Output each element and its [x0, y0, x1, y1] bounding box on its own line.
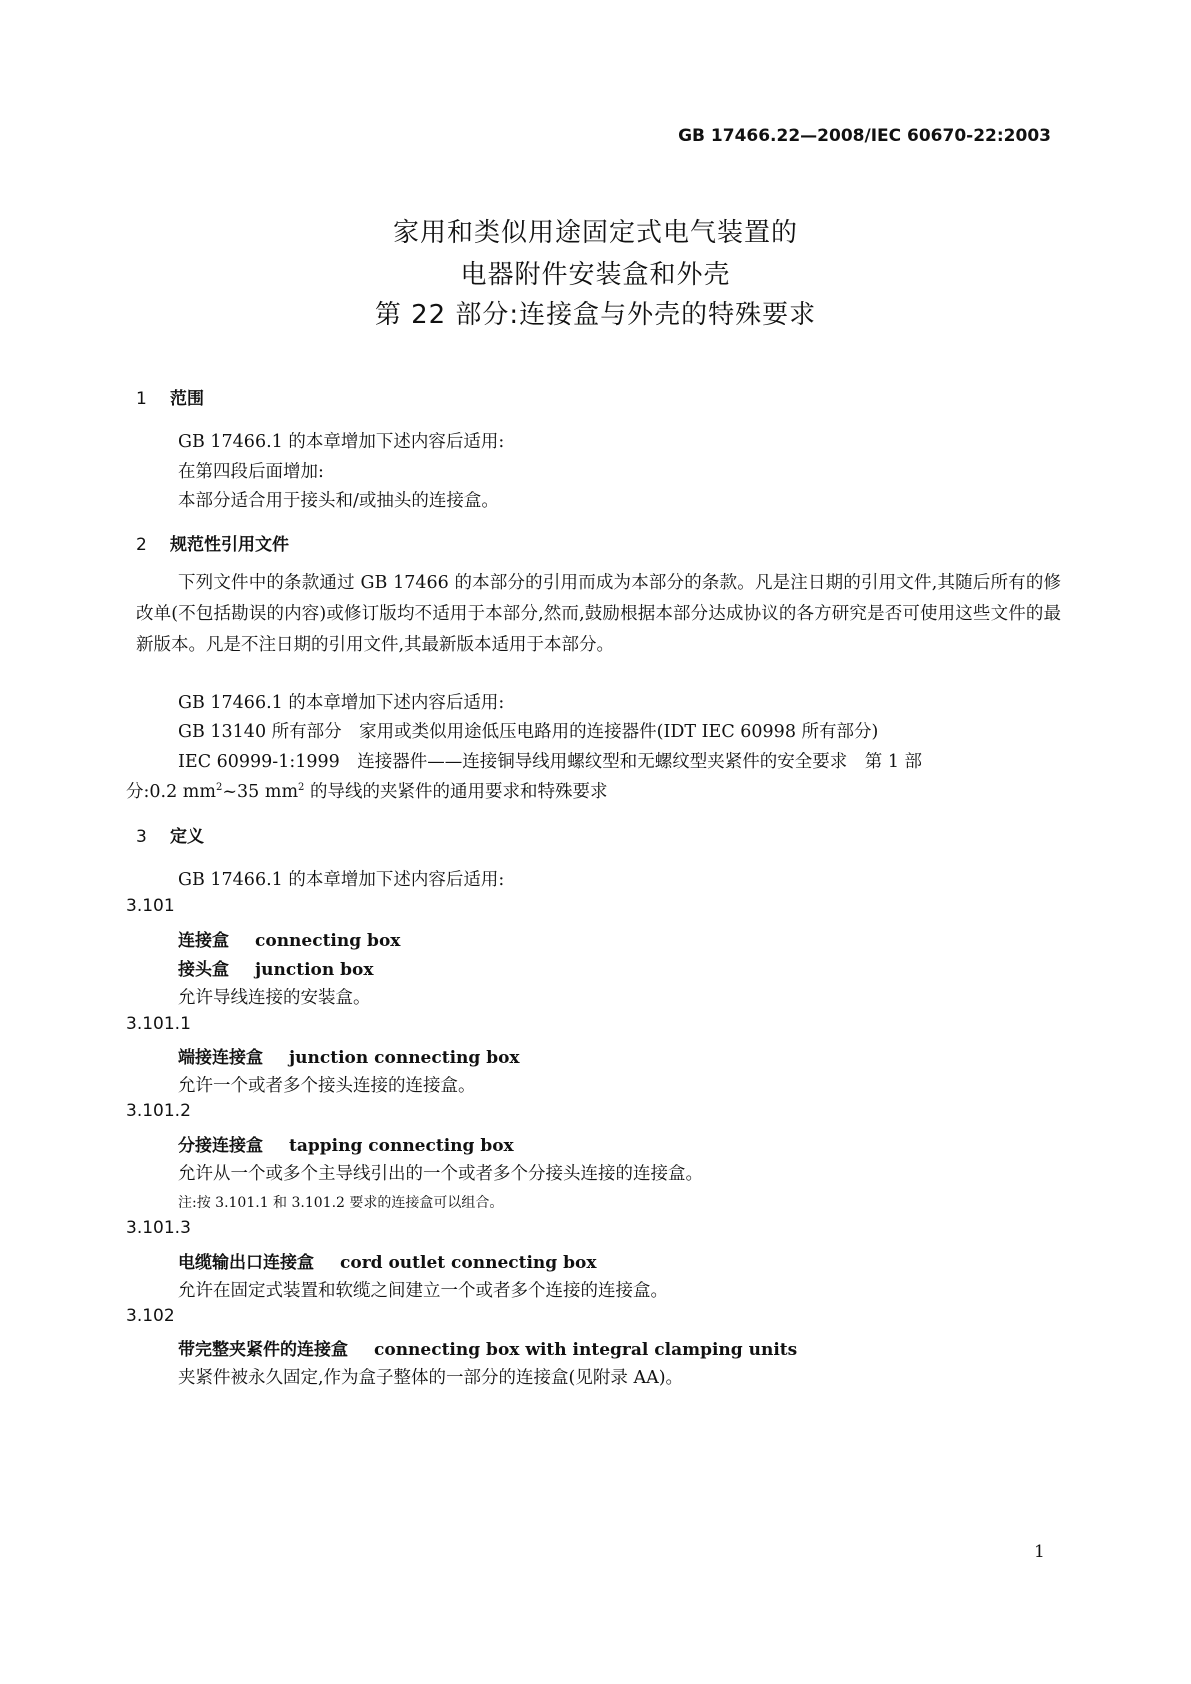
- section-number: 3: [136, 827, 147, 847]
- section-3-apply-line: GB 17466.1 的本章增加下述内容后适用:: [178, 870, 505, 890]
- standard-code: GB 17466.22—2008/IEC 60670-22:2003: [678, 126, 1051, 146]
- text-fragment: 的导线的夹紧件的通用要求和特殊要求: [304, 782, 608, 802]
- term-en: cord outlet connecting box: [340, 1253, 597, 1273]
- term-definition: 夹紧件被永久固定,作为盒子整体的一部分的连接盒(见附录 AA)。: [178, 1368, 684, 1388]
- term-junction-box: [178, 955, 374, 980]
- term-zh: 端接连接盒: [178, 1048, 263, 1068]
- term-tapping-connecting-box: [178, 1131, 514, 1156]
- section-number: 1: [136, 389, 147, 409]
- term-zh: 连接盒: [178, 931, 229, 951]
- section-2-heading: [136, 530, 289, 555]
- term-definition: 允许一个或者多个接头连接的连接盒。: [178, 1076, 476, 1096]
- term-zh: 带完整夹紧件的连接盒: [178, 1340, 348, 1360]
- section-3-heading: [136, 822, 204, 847]
- term-definition: 允许导线连接的安装盒。: [178, 988, 371, 1008]
- title-line-3: 第 22 部分:连接盒与外壳的特殊要求: [374, 300, 817, 330]
- term-en: junction box: [255, 960, 374, 980]
- reference-iec60999-line1: IEC 60999-1:1999 连接器件——连接铜导线用螺纹型和无螺纹型夹紧件的安全要求 第 1 部: [178, 752, 923, 772]
- clause-number: 3.101: [126, 896, 175, 916]
- section-title: 范围: [170, 389, 204, 409]
- term-en: tapping connecting box: [289, 1136, 514, 1156]
- clause-number: 3.101.2: [126, 1101, 191, 1121]
- term-definition: 允许从一个或多个主导线引出的一个或者多个分接头连接的连接盒。: [178, 1164, 703, 1184]
- superscript: 2: [215, 782, 223, 794]
- term-zh: 电缆输出口连接盒: [178, 1253, 314, 1273]
- reference-gb13140: GB 13140 所有部分 家用或类似用途低压电路用的连接器件(IDT IEC 60998 所有部分): [178, 722, 879, 742]
- page-number: 1: [1034, 1542, 1045, 1562]
- term-en: connecting box: [255, 931, 401, 951]
- note: 注:按 3.101.1 和 3.101.2 要求的连接盒可以组合。: [178, 1195, 504, 1211]
- title-line-2: 电器附件安装盒和外壳: [460, 260, 731, 290]
- clause-number: 3.101.3: [126, 1218, 191, 1238]
- section-title: 规范性引用文件: [170, 535, 289, 555]
- section-2-apply-line: GB 17466.1 的本章增加下述内容后适用:: [178, 693, 505, 713]
- term-connecting-box: [178, 926, 400, 951]
- title-line-1: 家用和类似用途固定式电气装置的: [392, 218, 798, 248]
- section-1-line: 本部分适合用于接头和/或抽头的连接盒。: [178, 491, 499, 511]
- section-number: 2: [136, 535, 147, 555]
- term-zh: 分接连接盒: [178, 1136, 263, 1156]
- term-en: connecting box with integral clamping units: [374, 1340, 798, 1360]
- clause-number: 3.101.1: [126, 1014, 191, 1034]
- section-1-line: GB 17466.1 的本章增加下述内容后适用:: [178, 432, 505, 452]
- text-fragment: 分:0.2 mm: [126, 782, 216, 802]
- term-connecting-box-integral-clamping: [178, 1335, 797, 1360]
- superscript: 2: [298, 782, 305, 794]
- section-title: 定义: [170, 827, 204, 847]
- term-junction-connecting-box: [178, 1043, 520, 1068]
- clause-number: 3.102: [126, 1306, 175, 1326]
- text-fragment: ~35 mm: [222, 782, 299, 802]
- section-1-heading: [136, 384, 204, 409]
- normative-references-paragraph: 下列文件中的条款通过 GB 17466 的本部分的引用而成为本部分的条款。凡是注日期的引用文件,其随后所有的修改单(不包括勘误的内容)或修订版均不适用于本部分,然而,鼓励根据本部分达成协议的各方研究是否可使用这些文件的最新版本。凡是不注日期的引用文件,其最新版本适用于本部分。: [136, 573, 1061, 655]
- section-1-line: 在第四段后面增加:: [178, 462, 324, 482]
- term-en: junction connecting box: [289, 1048, 520, 1068]
- term-definition: 允许在固定式装置和软缆之间建立一个或者多个连接的连接盒。: [178, 1281, 668, 1301]
- term-cord-outlet-connecting-box: [178, 1248, 596, 1273]
- term-zh: 接头盒: [178, 960, 229, 980]
- reference-iec60999-line2: [126, 778, 607, 803]
